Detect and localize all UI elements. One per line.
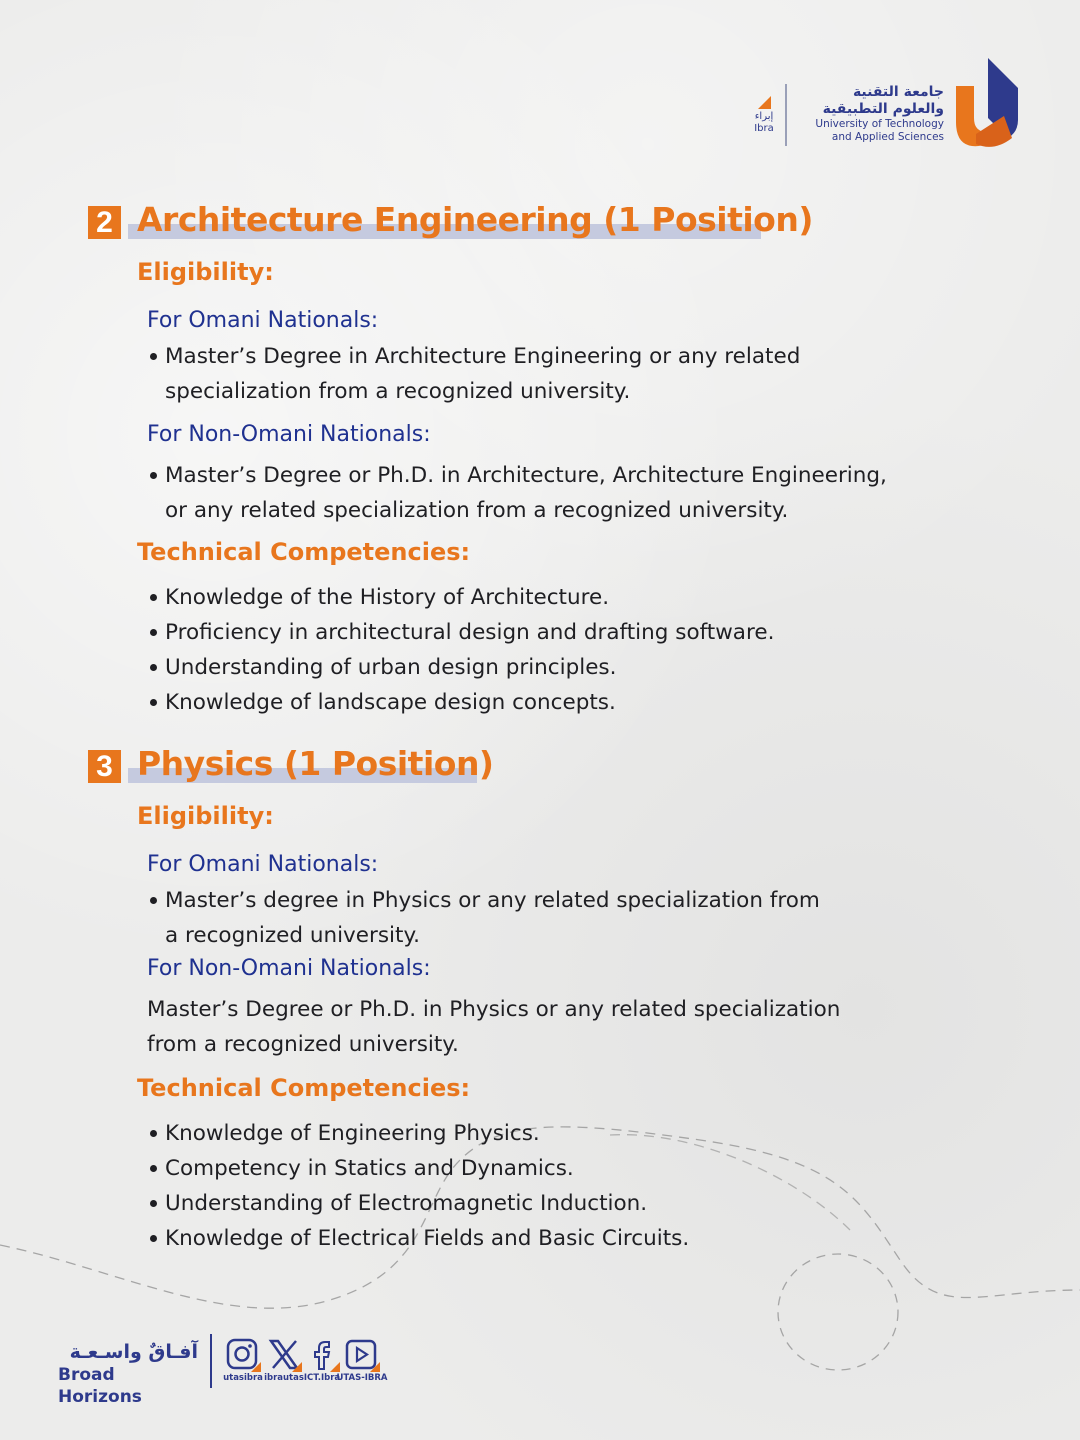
section-header-architecture — [88, 200, 813, 244]
instagram-handle: utasibra — [223, 1373, 263, 1383]
university-name-ar-2: والعلوم التطبيقية — [822, 101, 944, 117]
ibra-english-label: Ibra — [754, 123, 774, 134]
non-omani-requirement-line-2: or any related specialization from a recognized university. — [165, 498, 789, 523]
list-item: Knowledge of landscape design concepts. — [147, 685, 774, 720]
list-item: Knowledge of Engineering Physics. — [147, 1116, 689, 1151]
competencies-list — [147, 580, 774, 720]
non-omani-requirement-line-1: Master’s Degree or Ph.D. in Architecture, Architecture Engineering, — [147, 458, 887, 493]
technical-competencies-heading: Technical Competencies: — [137, 538, 471, 566]
omani-nationals-label: For Omani Nationals: — [147, 852, 379, 877]
eligibility-heading: Eligibility: — [137, 258, 274, 286]
list-item: Knowledge of the History of Architecture. — [147, 580, 774, 615]
omani-requirement — [147, 339, 800, 409]
list-item: Understanding of urban design principles. — [147, 650, 774, 685]
university-name-ar-1: جامعة التقنية — [852, 84, 944, 100]
ibra-branch-logo — [746, 96, 782, 135]
slogan-arabic: آفـاقٌ واسـعـة — [69, 1341, 198, 1363]
ibra-arabic-label: إبراء — [754, 111, 774, 122]
section-title: Architecture Engineering (1 Position) — [137, 200, 813, 239]
facebook-handle: ICT.Ibra — [303, 1373, 341, 1383]
university-name-en-2: and Applied Sciences — [831, 131, 944, 143]
non-omani-requirement — [147, 458, 887, 528]
non-omani-requirement-line-1: Master’s Degree or Ph.D. in Physics or any related specialization — [147, 997, 841, 1022]
youtube-icon — [344, 1338, 380, 1372]
omani-requirement-line-1: Master’s Degree in Architecture Engineering or any related — [147, 339, 800, 374]
social-youtube[interactable] — [336, 1338, 388, 1384]
facebook-icon — [304, 1338, 340, 1372]
omani-requirement-line-2: a recognized university. — [165, 923, 420, 948]
section-title: Physics (1 Position) — [137, 744, 494, 783]
university-name-en-1: University of Technology — [815, 118, 944, 130]
instagram-icon — [225, 1338, 261, 1372]
section-number: 3 — [88, 750, 121, 783]
logo-divider — [785, 84, 787, 146]
university-name — [796, 84, 944, 144]
footer-divider — [210, 1334, 212, 1388]
competencies-list — [147, 1116, 689, 1256]
omani-requirement — [147, 883, 820, 953]
footer-slogan — [58, 1340, 198, 1408]
slogan-english: Broad Horizons — [58, 1365, 142, 1407]
x-handle: ibrautas — [264, 1373, 304, 1383]
youtube-handle: UTAS-IBRA — [336, 1373, 388, 1383]
ibra-triangle-icon — [758, 96, 771, 109]
university-logo-icon — [954, 56, 1020, 152]
eligibility-heading: Eligibility: — [137, 802, 274, 830]
technical-competencies-heading: Technical Competencies: — [137, 1074, 471, 1102]
list-item: Knowledge of Electrical Fields and Basic Circuits. — [147, 1221, 689, 1256]
section-header-physics — [88, 744, 494, 788]
list-item: Proficiency in architectural design and drafting software. — [147, 615, 774, 650]
list-item: Competency in Statics and Dynamics. — [147, 1151, 689, 1186]
non-omani-nationals-label: For Non-Omani Nationals: — [147, 956, 431, 981]
non-omani-requirement-line-2: from a recognized university. — [147, 1032, 459, 1057]
list-item: Understanding of Electromagnetic Induction. — [147, 1186, 689, 1221]
non-omani-nationals-label: For Non-Omani Nationals: — [147, 422, 431, 447]
omani-requirement-line-2: specialization from a recognized university. — [165, 379, 631, 404]
non-omani-requirement — [147, 992, 840, 1062]
omani-requirement-line-1: Master’s degree in Physics or any related specialization from — [147, 883, 820, 918]
omani-nationals-label: For Omani Nationals: — [147, 308, 379, 333]
section-number: 2 — [88, 206, 121, 239]
